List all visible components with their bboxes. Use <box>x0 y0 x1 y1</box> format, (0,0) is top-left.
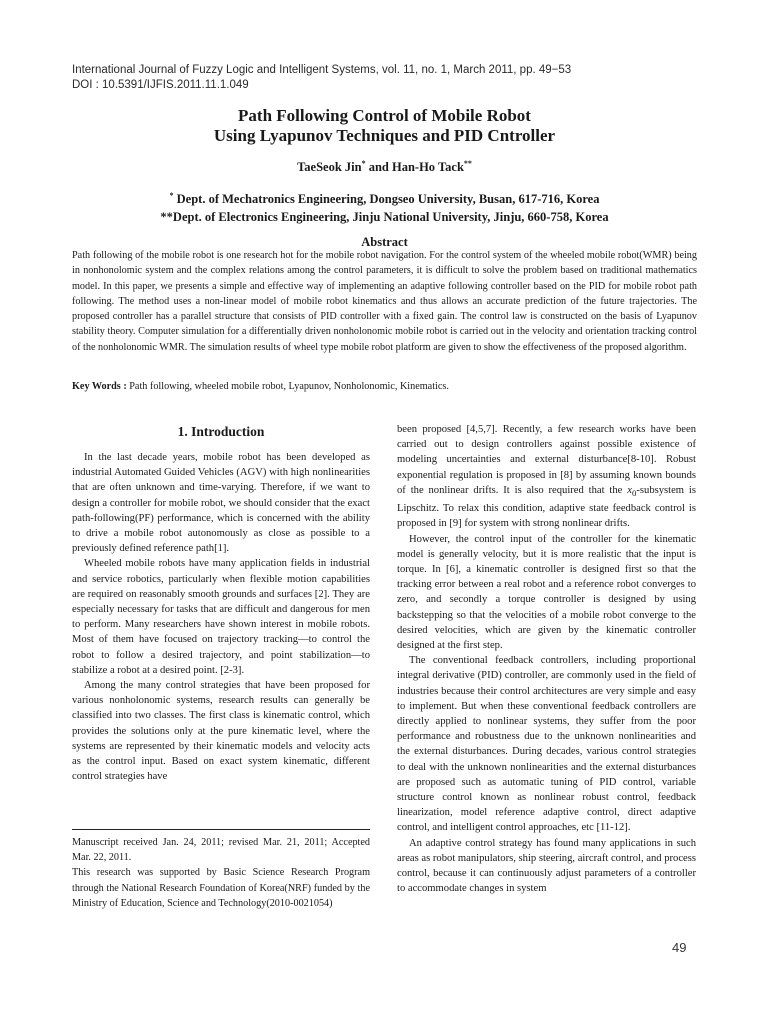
page-number: 49 <box>672 940 687 955</box>
affiliations <box>72 187 697 226</box>
keywords <box>72 381 697 392</box>
footnote-divider <box>72 829 370 830</box>
paragraph: An adaptive control strategy has found many applications in such areas as robot manipulators, ship steering, aircraft control, and process control, because it can continuously adjust parameters of a controller to accommodate changes in system <box>397 837 696 895</box>
paragraph: However, the control input of the controller for the kinematic model is generally velocity, but it is more realistic that the input is torque. In [6], a kinematic controller is designed first so that the tracking error between a real robot and a reference robot converges to zero, and secondly a torque controller is designed by using backstepping so that the velocities of a mobile robot converge to the desired velocities, which are given by the kinematic controller designed at the first step. <box>397 533 696 651</box>
doi: DOI : 10.5391/IJFIS.2011.11.1.049 <box>72 79 249 91</box>
affiliation-2: **Dept. of Electronics Engineering, Jinju National University, Jinju, 660-758, Korea <box>160 210 609 225</box>
paragraph: Among the many control strategies that have been proposed for various nonholonomic systems, research results can generally be classified into two classes. The first class is kinematic control, which provides the solutions only at the pure kinematic level, where the systems are represented by their kinematic models and velocity acts as the control input. Based on exact system kinematic, different control strategies have <box>72 680 370 783</box>
section-heading-introduction: 1. Introduction <box>177 424 265 439</box>
paragraph-text: been proposed [4,5,7]. Recently, a few research works have been carried out to design controllers against possible existence of modeling uncertainties and external disturbance[8-10]. Robust exponential regulation is proposed in [8] by assuming known bounds of the nonlinear drifts. It is also required that the <box>397 424 696 496</box>
left-column <box>72 450 370 784</box>
journal-header <box>72 63 712 93</box>
paragraph: In the last decade years, mobile robot has been developed as industrial Automated Guided Vehicles (AGV) with high nonlinearities that are often unknown and time-varying. Therefore, if we want to design a controller for mobile robot, we should consider that the exact path-following(PF) performance, which is concerned with the ability to drive a mobile robot autonomously as close as possible to a previously defined reference path[1]. <box>72 452 370 555</box>
abstract-text: Path following of the mobile robot is one research hot for the mobile robot navigation. For the control system of the wheeled mobile robot(WMR) being in nonhonolomic system and the complex relations among the control parameters, it is difficult to solve the problem based on traditional mathematics model. In this paper, we presents a simple and effective way of implementing an adaptive following controller based on the PID for mobile robot path following. The method uses a non-linear model of mobile robot kinematics and thus allows an accurate prediction of the future trajectories. The proposed controller has a parallel structure that consists of PID controller with a fixed gain. The control law is constructed on the basis of Lyapunov stability theory. Computer simulation for a differentially driven nonholonomic mobile robot is carried out in the velocity and orientation tracking control of the nonholonomic WMR. The simulation results of wheel type mobile robot platform are given to show the effectiveness of the proposed algorithm. <box>72 250 697 353</box>
right-column <box>397 422 696 896</box>
footnote-line: Manuscript received Jan. 24, 2011; revised Mar. 21, 2011; Accepted Mar. 22, 2011. <box>72 837 370 864</box>
author-2: Han-Ho Tack <box>392 160 464 175</box>
keywords-label: Key Words : <box>72 381 127 392</box>
author-1-mark: * <box>361 159 366 168</box>
author-conjunction: and <box>365 160 392 175</box>
affiliation-1 <box>72 187 697 208</box>
affiliation-1-mark: * <box>169 191 174 200</box>
affiliation-1-text: Dept. of Mechatronics Engineering, Dongseo University, Busan, 617-716, Korea <box>173 192 600 207</box>
author-1: TaeSeok Jin <box>297 160 362 175</box>
footnote-line: This research was supported by Basic Science Research Program through the National Research Foundation of Korea(NRF) funded by the Ministry of Education, Science and Technology(2010-0021054) <box>72 867 370 909</box>
abstract-heading: Abstract <box>361 235 408 249</box>
math-subscript: 0 <box>631 487 637 498</box>
footnote <box>72 835 370 911</box>
paper-title <box>72 106 697 146</box>
paragraph <box>397 422 696 532</box>
paragraph: The conventional feedback controllers, including proportional integral derivative (PID) controller, are commonly used in the field of industries because their control architectures are very simple and easy to implement. But when these conventional feedback controllers are directly applied to nonlinear systems, they suffer from the poor performance and robustness due to the unknown nonlinearities and the external disturbances. During decades, various control strategies to deal with the unknown nonlinearities and the external disturbances are proposed such as automatic tuning of PID control, variable structure control known as nonlinear robust control, feedback linearization, model reference adaptive control, direct adaptive control, and intelligent control approaches, etc [11-12]. <box>397 655 696 834</box>
keywords-text: Path following, wheeled mobile robot, Lyapunov, Nonholonomic, Kinematics. <box>126 381 449 392</box>
title-line-2: Using Lyapunov Techniques and PID Cntroller <box>213 126 556 145</box>
authors <box>72 159 697 175</box>
math-variable: x <box>627 484 632 496</box>
paragraph-text: -subsystem is Lipschitz. To relax this condition, adaptive state feedback control is proposed in [9] for system with strong nonlinear drifts. <box>397 484 696 530</box>
title-line-1: Path Following Control of Mobile Robot <box>238 106 531 125</box>
author-2-mark: ** <box>463 159 472 168</box>
paragraph: Wheeled mobile robots have many application fields in industrial and service robotics, particularly when flexible motion capabilities are required on reasonably smooth grounds and surfaces [2]. They are especially necessary for tasks that are difficult and dangerous for men to perform. Many researchers have shown interest in mobile robots. Most of them have focused on trajectory tracking—to control the robot to follow a desired trajectory, and point stabilization—to stabilize a robot at a desired point. [2-3]. <box>72 558 370 676</box>
journal-citation: International Journal of Fuzzy Logic and Intelligent Systems, vol. 11, no. 1, March 2011, pp. 49−53 <box>72 64 572 76</box>
